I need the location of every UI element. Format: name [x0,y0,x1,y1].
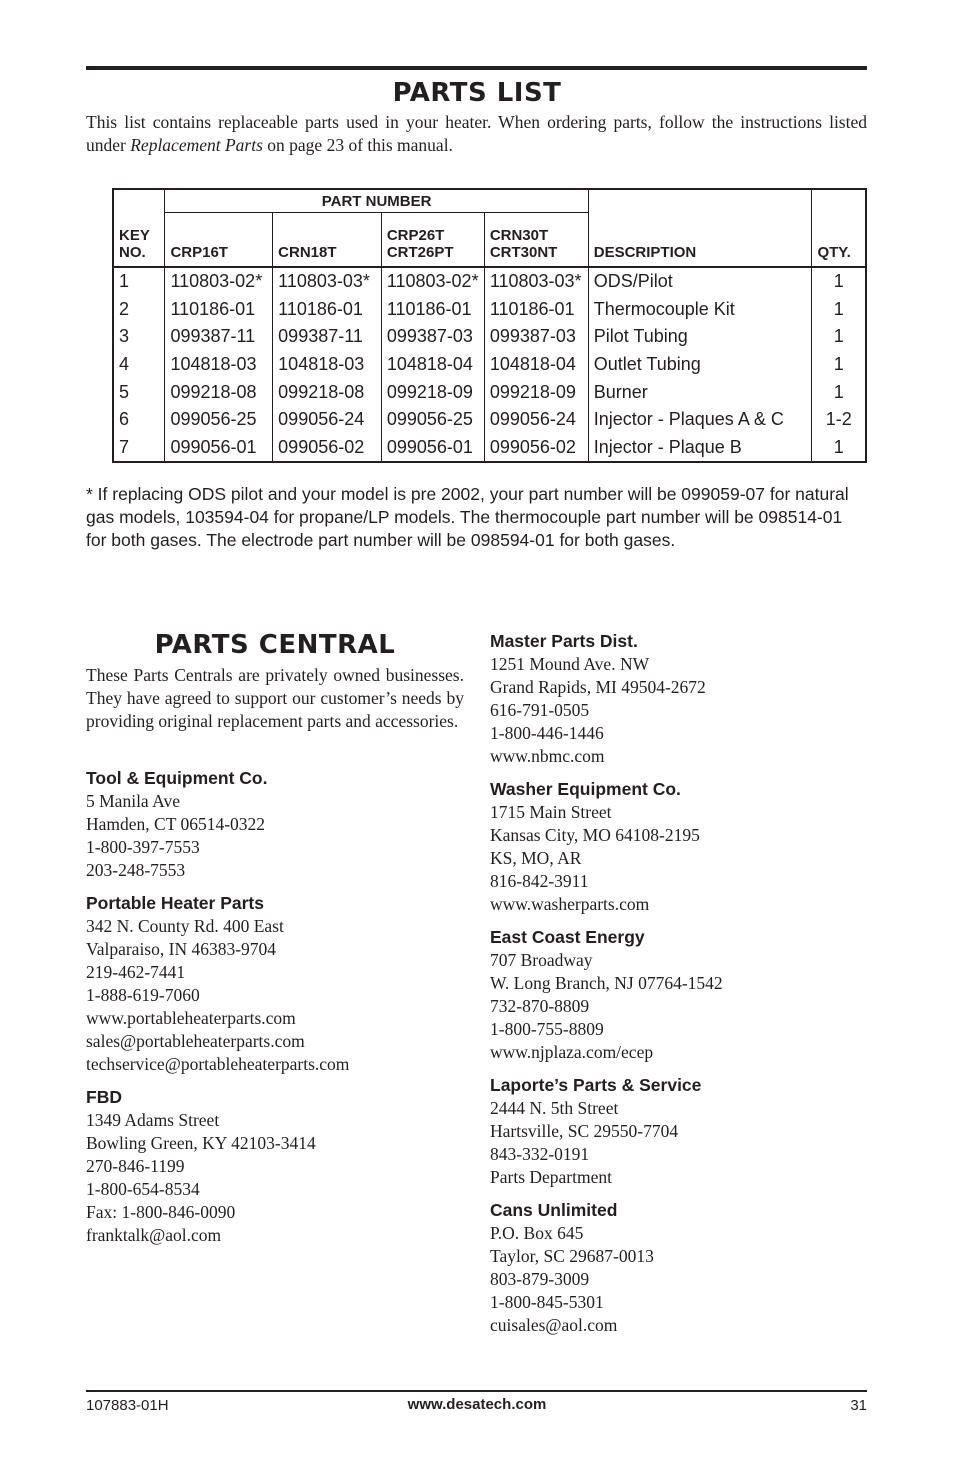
dealer-address-line: 803-879-3009 [490,1269,590,1289]
dealer-entry [490,778,700,916]
dealer-entry [490,630,706,768]
dealer-name: East Coast Energy [490,927,645,947]
part-number-cell: 104818-04 [381,351,484,379]
parts-table [112,188,867,463]
dealer-address-line: 1-800-755-8809 [490,1019,604,1039]
dealer-address-line: 219-462-7441 [86,962,186,982]
parts-list-intro [86,111,867,157]
part-number-cell: 099056-01 [381,434,484,463]
part-number-cell: 099218-09 [484,378,588,406]
dealer-name: Tool & Equipment Co. [86,768,268,788]
description-header: DESCRIPTION [588,189,812,267]
table-row [113,323,866,351]
part-number-cell: 110186-01 [273,296,382,324]
dealer-address-line: 1-888-619-7060 [86,985,200,1005]
dealer-address-line: Grand Rapids, MI 49504-2672 [490,677,706,697]
dealer-address-line: Parts Department [490,1167,612,1187]
dealer-contact-link[interactable]: www.nbmc.com [490,746,605,766]
dealer-address-line: 1-800-845-5301 [490,1292,604,1312]
dealer-name: Laporte’s Parts & Service [490,1075,702,1095]
part-number-cell: 099387-11 [165,323,273,351]
part-number-cell: 099056-01 [165,434,273,463]
dealer-address-line: KS, MO, AR [490,848,582,868]
dealer-address-line: 1-800-397-7553 [86,837,200,857]
parts-central-intro: These Parts Centrals are privately owned businesses. They have agreed to support our customer’s needs by providing original replacement parts and accessories. [86,665,464,731]
dealer-entry [490,1199,654,1337]
part-number-cell: 099387-03 [381,323,484,351]
dealer-address-line: 1-800-446-1446 [490,723,604,743]
dealer-address-line: 2444 N. 5th Street [490,1098,619,1118]
parts-footnote: * If replacing ODS pilot and your model is pre 2002, your part number will be 099059-07 for natural gas models, 103594-04 for propane/LP models. The thermocouple part number will be 098514-01 for both gases. The electrode part number will be 098594-01 for both gases. [86,484,849,550]
qty-header: QTY. [812,189,866,267]
part-number-cell: 099387-03 [484,323,588,351]
table-row [113,267,866,296]
part-number-header: PART NUMBER [165,189,588,213]
dealer-entry [86,1086,316,1247]
dealer-address-line: 816-842-3911 [490,871,589,891]
dealer-address-line: 342 N. County Rd. 400 East [86,916,284,936]
part-number-cell: 099387-11 [273,323,382,351]
table-row [113,351,866,379]
key-number-cell: 5 [119,381,130,402]
dealer-name: Washer Equipment Co. [490,779,681,799]
dealer-entry [86,767,267,882]
bottom-rule [86,1390,867,1392]
key-no-header: KEY NO. [113,189,165,267]
part-number-cell: 099056-02 [273,434,382,463]
qty-cell: 1 [812,296,866,324]
table-row [113,296,866,324]
dealer-address-line: 1349 Adams Street [86,1110,220,1130]
dealer-contact-link[interactable]: franktalk@aol.com [86,1225,222,1245]
key-number-cell: 1 [119,271,130,292]
description-cell: Injector - Plaques A & C [588,406,812,434]
intro-text-end: on page 23 of this manual. [262,135,453,155]
dealer-address-line: 843-332-0191 [490,1144,590,1164]
parts-list-title: PARTS LIST [392,78,562,108]
description-cell: Burner [588,378,812,406]
dealer-address-line: Hartsville, SC 29550-7704 [490,1121,679,1141]
part-number-cell: 110186-01 [165,296,273,324]
table-row [113,406,866,434]
qty-cell: 1 [812,434,866,463]
key-number-cell: 6 [119,409,130,430]
key-number-cell: 4 [119,354,130,375]
table-row [113,378,866,406]
website-link[interactable]: www.desatech.com [407,1396,547,1413]
dealer-address-line: 616-791-0505 [490,700,590,720]
key-number-cell: 3 [119,326,130,347]
dealer-name: Cans Unlimited [490,1200,618,1220]
dealer-entry [490,1074,701,1189]
dealer-address-line: 707 Broadway [490,950,593,970]
dealer-name: Master Parts Dist. [490,631,638,651]
description-cell: Pilot Tubing [588,323,812,351]
dealer-entry [490,926,723,1064]
description-cell: Thermocouple Kit [588,296,812,324]
part-number-cell: 099056-25 [381,406,484,434]
dealer-address-line: 5 Manila Ave [86,791,180,811]
page-number: 31 [850,1397,867,1414]
dealer-contact-link[interactable]: techservice@portableheaterparts.com [86,1054,350,1074]
qty-cell: 1-2 [812,406,866,434]
qty-cell: 1 [812,351,866,379]
top-rule [86,66,867,70]
dealer-address-line: 1-800-654-8534 [86,1179,200,1199]
part-number-cell: 110186-01 [381,296,484,324]
description-cell: ODS/Pilot [588,267,812,296]
part-number-cell: 110803-03* [273,267,382,296]
dealer-contact-link[interactable]: sales@portableheaterparts.com [86,1031,305,1051]
key-number-cell: 7 [119,436,130,457]
model-header-crp16t: CRP16T [165,213,273,268]
part-number-cell: 099056-25 [165,406,273,434]
model-header-crp26t: CRP26T CRT26PT [381,213,484,268]
part-number-cell: 110803-02* [165,267,273,296]
dealer-address-line: 270-846-1199 [86,1156,185,1176]
part-number-cell: 104818-04 [484,351,588,379]
part-number-cell: 110803-02* [381,267,484,296]
table-row [113,434,866,463]
part-number-cell: 099056-02 [484,434,588,463]
dealer-address-line: 1251 Mound Ave. NW [490,654,650,674]
description-cell: Outlet Tubing [588,351,812,379]
dealer-address-line: Fax: 1-800-846-0090 [86,1202,236,1222]
qty-cell: 1 [812,378,866,406]
dealer-address-line: Taylor, SC 29687-0013 [490,1246,654,1266]
parts-table-body [113,267,866,462]
model-header-crn18t: CRN18T [273,213,382,268]
parts-central-title: PARTS CENTRAL [154,630,396,660]
dealer-address-line: 732-870-8809 [490,996,590,1016]
part-number-cell: 099218-09 [381,378,484,406]
part-number-cell: 099056-24 [484,406,588,434]
dealer-address-line: 203-248-7553 [86,860,186,880]
dealer-address-line: W. Long Branch, NJ 07764-1542 [490,973,723,993]
intro-text: This list contains replaceable parts used in your heater. When ordering parts, follow the instructions listed under [86,112,867,155]
part-number-cell: 110803-03* [484,267,588,296]
part-number-cell: 104818-03 [165,351,273,379]
dealer-address-line: Valparaiso, IN 46383-9704 [86,939,277,959]
model-header-crn30t: CRN30T CRT30NT [484,213,588,268]
description-cell: Injector - Plaque B [588,434,812,463]
dealer-address-line: Hamden, CT 06514-0322 [86,814,266,834]
dealer-address-line: Kansas City, MO 64108-2195 [490,825,700,845]
dealer-address-line: P.O. Box 645 [490,1223,584,1243]
part-number-cell: 104818-03 [273,351,382,379]
dealer-contact-link[interactable]: www.washerparts.com [490,894,650,914]
key-number-cell: 2 [119,298,130,319]
part-number-cell: 099218-08 [273,378,382,406]
part-number-cell: 110186-01 [484,296,588,324]
dealer-address-line: Bowling Green, KY 42103-3414 [86,1133,316,1153]
dealer-name: Portable Heater Parts [86,893,264,913]
intro-italic-ref: Replacement Parts [130,135,263,155]
qty-cell: 1 [812,323,866,351]
qty-cell: 1 [812,267,866,296]
dealer-name: FBD [86,1087,122,1107]
dealer-address-line: 1715 Main Street [490,802,612,822]
dealer-contact-link[interactable]: cuisales@aol.com [490,1315,618,1335]
part-number-cell: 099056-24 [273,406,382,434]
dealer-entry [86,892,349,1076]
dealer-contact-link[interactable]: www.njplaza.com/ecep [490,1042,654,1062]
part-number-cell: 099218-08 [165,378,273,406]
document-number: 107883-01H [86,1397,169,1414]
dealer-contact-link[interactable]: www.portableheaterparts.com [86,1008,296,1028]
